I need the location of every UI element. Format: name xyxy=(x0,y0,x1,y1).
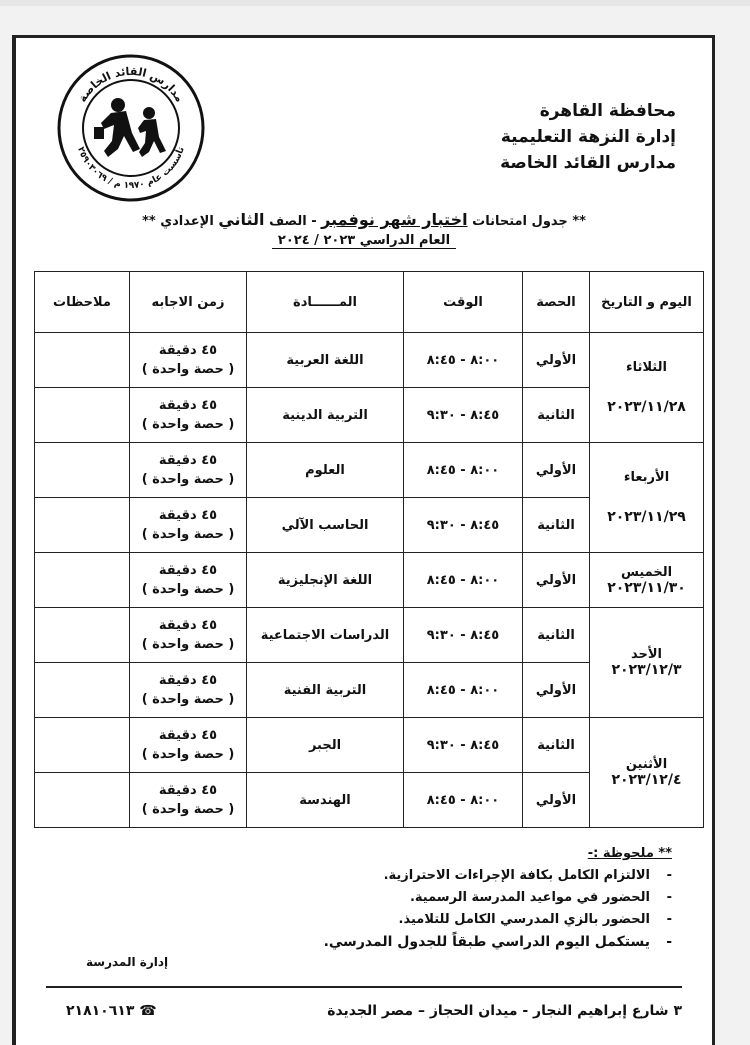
table-row: الثلاثاء ٢٠٢٣/١١/٢٨ الأولي ٨:٠٠ - ٨:٤٥ اللغة العربية ٤٥ دقيقة ( حصة واحدة ) xyxy=(35,333,704,388)
col-notes: ملاحظات xyxy=(35,272,130,333)
list-item: -الحضور بالزي المدرسي الكامل للتلاميذ. xyxy=(398,912,672,927)
notes-title: ** ملحوظة :- xyxy=(587,846,672,861)
day-cell: الخميس ٢٠٢٣/١١/٣٠ xyxy=(590,553,704,608)
day-cell: الأحد ٢٠٢٣/١٢/٣ xyxy=(590,608,704,718)
notes-section xyxy=(324,846,672,953)
table-header-row xyxy=(35,272,704,333)
svg-text:تأسست عام ١٩٧٠ م / ٢٥٩٠٣٠٦٩: تأسست عام ١٩٧٠ م / ٢٥٩٠٣٠٦٩ xyxy=(75,145,187,192)
phone-number: ٢١٨١٠٦١٣ xyxy=(66,1003,135,1019)
table-row: الأربعاء ٢٠٢٣/١١/٢٩ الأولي ٨:٠٠ - ٨:٤٥ العلوم ٤٥ دقيقة ( حصة واحدة ) xyxy=(35,443,704,498)
top-strip xyxy=(0,0,750,6)
administration: إدارة النزهة التعليمية xyxy=(500,127,676,147)
day-cell: الأثنين ٢٠٢٣/١٢/٤ xyxy=(590,718,704,828)
col-time: الوقت xyxy=(404,272,523,333)
list-item: -الحضور في مواعيد المدرسة الرسمية. xyxy=(409,890,672,905)
col-day: اليوم و التاريخ xyxy=(590,272,704,333)
list-item: -يستكمل اليوم الدراسي طبقاً للجدول المدرسي. xyxy=(323,934,672,950)
table-row: الثانية ٨:٤٥ - ٩:٣٠ التربية الدينية ٤٥ دقيقة ( حصة واحدة ) xyxy=(35,388,704,443)
footer-phone xyxy=(66,1003,157,1019)
col-subject: المــــــادة xyxy=(247,272,404,333)
day-cell: الثلاثاء ٢٠٢٣/١١/٢٨ xyxy=(590,333,704,443)
academic-year: العام الدراسي ٢٠٢٣ / ٢٠٢٤ xyxy=(16,233,712,248)
table-row: الأولي ٨:٠٠ - ٨:٤٥ الهندسة ٤٥ دقيقة ( حصة واحدة ) xyxy=(35,773,704,828)
table-row: الأولي ٨:٠٠ - ٨:٤٥ التربية الفنية ٤٥ دقيقة ( حصة واحدة ) xyxy=(35,663,704,718)
day-cell: الأربعاء ٢٠٢٣/١١/٢٩ xyxy=(590,443,704,553)
table-row: الثانية ٨:٤٥ - ٩:٣٠ الحاسب الآلي ٤٥ دقيقة ( حصة واحدة ) xyxy=(35,498,704,553)
table-row: الأثنين ٢٠٢٣/١٢/٤ الثانية ٨:٤٥ - ٩:٣٠ الجبر ٤٥ دقيقة ( حصة واحدة ) xyxy=(35,718,704,773)
list-item: -الالتزام الكامل بكافة الإجراءات الاحترازية. xyxy=(383,868,672,883)
table-row: الأحد ٢٠٢٣/١٢/٣ الثانية ٨:٤٥ - ٩:٣٠ الدراسات الاجتماعية ٤٥ دقيقة ( حصة واحدة ) xyxy=(35,608,704,663)
exam-title: ** جدول امتحانات اختبار شهر نوفمبر - الصف الثاني الإعدادي ** xyxy=(142,210,586,229)
signature: إدارة المدرسة xyxy=(86,955,169,969)
col-duration: زمن الاجابه xyxy=(130,272,247,333)
document-header xyxy=(500,98,676,176)
svg-text:مدارس القائد الخاصة: مدارس القائد الخاصة xyxy=(75,64,187,105)
exam-schedule-table xyxy=(34,271,704,828)
school-logo xyxy=(56,53,206,203)
document-page xyxy=(12,35,715,1045)
table-row: الخميس ٢٠٢٣/١١/٣٠ الأولي ٨:٠٠ - ٨:٤٥ اللغة الإنجليزية ٤٥ دقيقة ( حصة واحدة ) xyxy=(35,553,704,608)
footer-divider xyxy=(46,986,682,988)
phone-icon: ☎ xyxy=(139,1003,157,1019)
school-name: مدارس القائد الخاصة xyxy=(500,153,676,173)
footer-address: ٣ شارع إبراهيم النجار - ميدان الحجاز – مصر الجديدة xyxy=(327,1003,682,1019)
governorate: محافظة القاهرة xyxy=(539,101,676,121)
col-period: الحصة xyxy=(523,272,590,333)
